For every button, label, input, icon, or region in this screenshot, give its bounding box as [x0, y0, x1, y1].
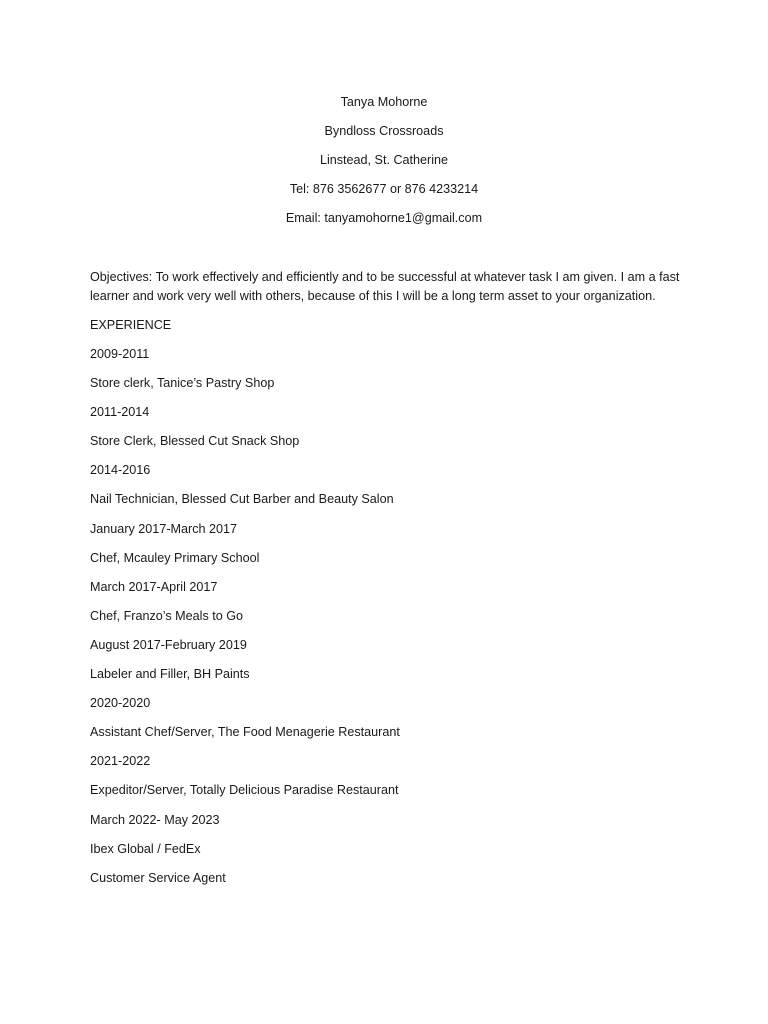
experience-role: Customer Service Agent: [90, 870, 226, 885]
candidate-name: Tanya Mohorne: [340, 95, 428, 109]
experience-role: Expeditor/Server, Totally Delicious Paradise Restaurant: [90, 783, 399, 798]
experience-role: Labeler and Filler, BH Paints: [90, 667, 250, 682]
phone-numbers: Tel: 876 3562677 or 876 4233214: [289, 182, 479, 196]
experience-role: Store clerk, Tanice’s Pastry Shop: [90, 376, 275, 391]
experience-role: Nail Technician, Blessed Cut Barber and Beauty Salon: [90, 492, 394, 507]
experience-period: 2014-2016: [90, 463, 151, 478]
experience-role: Chef, Franzo’s Meals to Go: [90, 608, 244, 623]
address-line-2: Linstead, St. Catherine: [319, 153, 449, 167]
email-address: Email: tanyamohorne1@gmail.com: [285, 211, 483, 225]
experience-period: 2020-2020: [90, 696, 151, 711]
experience-role: Store Clerk, Blessed Cut Snack Shop: [90, 434, 300, 449]
address-line-1: Byndloss Crossroads: [324, 124, 444, 138]
experience-period: 2009-2011: [90, 347, 150, 361]
experience-period: March 2022- May 2023: [90, 812, 220, 827]
experience-period: January 2017-March 2017: [90, 521, 238, 536]
experience-period: 2011-2014: [90, 405, 150, 420]
experience-period: March 2017-April 2017: [90, 579, 218, 594]
experience-period: 2021-2022: [90, 754, 151, 769]
contact-header: [0, 93, 768, 238]
experience-period: August 2017-February 2019: [90, 637, 247, 652]
experience-heading: EXPERIENCE: [90, 318, 172, 332]
objectives-paragraph: Objectives: To work effectively and efficiently and to be successful at whatever task I am given. I am a fast learner and work very well with others, because of this I will be a long term asset to your organization.: [90, 270, 680, 303]
experience-employer: Ibex Global / FedEx: [90, 841, 201, 856]
resume-body: [90, 268, 680, 898]
experience-list: [90, 345, 680, 898]
experience-role: Assistant Chef/Server, The Food Menagerie Restaurant: [90, 725, 400, 740]
experience-role: Chef, Mcauley Primary School: [90, 550, 260, 565]
